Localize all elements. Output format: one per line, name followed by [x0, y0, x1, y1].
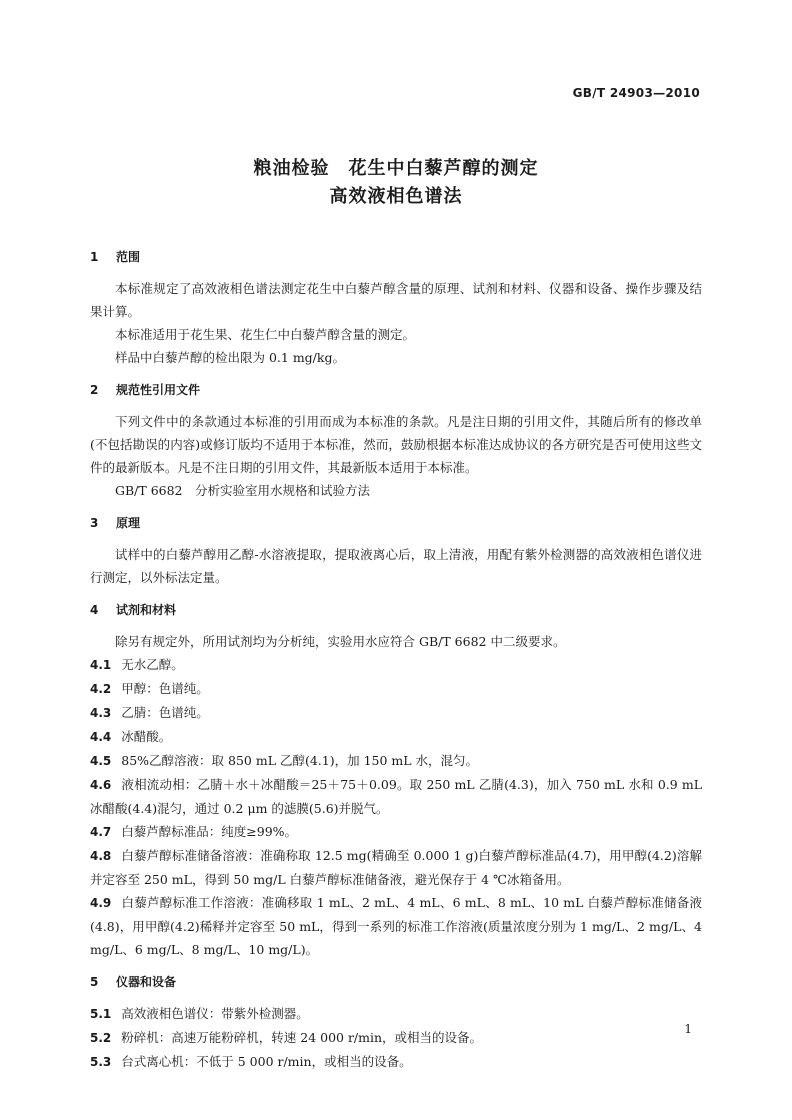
item-number: 4.5: [90, 754, 112, 768]
item-number: 5.3: [90, 1055, 112, 1069]
item-text: 白藜芦醇标准工作溶液：准确移取 1 mL、2 mL、4 mL、6 mL、8 mL、10 mL 白藜芦醇标准储备液(4.8)，用甲醇(4.2)稀释并定容至 50 mL，得到一系列的标准工作溶液(质量浓度分别为 1 mg/L、2 mg/L、4 mg/L、6 mg/L、8 mg/L、10 mg/L)。: [90, 895, 702, 957]
item-text: 甲醇：色谱纯。: [121, 681, 209, 696]
section-heading-scope: [90, 246, 702, 269]
item-text: 粉碎机：高速万能粉碎机，转速 24 000 r/min，或相当的设备。: [121, 1030, 483, 1045]
list-item: [90, 1050, 702, 1074]
section-title: 试剂和材料: [116, 603, 177, 617]
item-number: 4.9: [90, 896, 112, 910]
paragraph: 样品中白藜芦醇的检出限为 0.1 mg/kg。: [115, 350, 345, 365]
section-number: 1: [90, 250, 99, 264]
item-number: 4.1: [90, 658, 112, 672]
item-text: 白藜芦醇标准品：纯度≥99%。: [121, 824, 298, 839]
paragraph: 除另有规定外，所用试剂均为分析纯，实验用水应符合 GB/T 6682 中二级要求。: [115, 634, 566, 649]
list-item: [90, 725, 702, 749]
item-number: 4.8: [90, 849, 112, 863]
item-number: 4.3: [90, 706, 112, 720]
item-number: 4.7: [90, 825, 112, 839]
list-item: [90, 844, 702, 891]
item-text: 乙腈：色谱纯。: [121, 705, 209, 720]
document-body: [90, 246, 702, 1074]
item-number: 4.4: [90, 730, 112, 744]
section-number: 4: [90, 603, 99, 617]
list-item: [90, 773, 702, 820]
list-item: [90, 653, 702, 677]
paragraph: 试样中的白藜芦醇用乙醇-水溶液提取，提取液离心后，取上清液，用配有紫外检测器的高效液相色谱仪进行测定，以外标法定量。: [90, 547, 702, 585]
section-heading-reagents: [90, 599, 702, 622]
section-number: 2: [90, 383, 99, 397]
item-number: 4.6: [90, 778, 112, 792]
paragraph: 本标准适用于花生果、花生仁中白藜芦醇含量的测定。: [115, 327, 416, 342]
section-title: 范围: [116, 250, 141, 264]
section-title: 原理: [116, 516, 141, 530]
section-heading-apparatus: [90, 971, 702, 994]
section-title: 仪器和设备: [116, 975, 177, 989]
page-number: 1: [684, 1022, 692, 1036]
section-number: 3: [90, 516, 99, 530]
section-number: 5: [90, 975, 99, 989]
standard-code: GB/T 24903—2010: [572, 86, 700, 100]
item-text: 85%乙醇溶液：取 850 mL 乙醇(4.1)，加 150 mL 水，混匀。: [121, 753, 479, 768]
list-item: [90, 677, 702, 701]
item-number: 4.2: [90, 682, 112, 696]
item-text: 液相流动相：乙腈＋水＋冰醋酸＝25＋75＋0.09。取 250 mL 乙腈(4.3)，加入 750 mL 水和 0.9 mL 冰醋酸(4.4)混匀，通过 0.2 μm 的滤膜(5.6)并脱气。: [90, 777, 702, 816]
item-number: 5.1: [90, 1007, 112, 1021]
item-text: 无水乙醇。: [121, 657, 184, 672]
item-text: 冰醋酸。: [121, 729, 172, 744]
list-item: [90, 749, 702, 773]
item-text: 高效液相色谱仪：带紫外检测器。: [121, 1006, 309, 1021]
document-title-line2: 高效液相色谱法: [329, 186, 463, 207]
section-title: 规范性引用文件: [116, 383, 201, 397]
section-heading-principle: [90, 512, 702, 535]
list-item: [90, 1026, 702, 1050]
document-title-line1: 粮油检验 花生中白藜芦醇的测定: [253, 158, 539, 179]
item-text: 台式离心机：不低于 5 000 r/min，或相当的设备。: [121, 1054, 412, 1069]
list-item: [90, 1002, 702, 1026]
item-number: 5.2: [90, 1031, 112, 1045]
item-text: 白藜芦醇标准储备溶液：准确称取 12.5 mg(精确至 0.000 1 g)白藜芦醇标准品(4.7)，用甲醇(4.2)溶解并定容至 250 mL，得到 50 mg/L 白藜芦醇标准储备液，避光保存于 4 ℃冰箱备用。: [90, 848, 702, 887]
reference-entry: GB/T 6682 分析实验室用水规格和试验方法: [115, 483, 371, 498]
list-item: [90, 820, 702, 844]
paragraph: 下列文件中的条款通过本标准的引用而成为本标准的条款。凡是注日期的引用文件，其随后所有的修改单(不包括勘误的内容)或修订版均不适用于本标准，然而，鼓励根据本标准达成协议的各方研究是否可使用这些文件的最新版本。凡是不注日期的引用文件，其最新版本适用于本标准。: [90, 414, 702, 475]
paragraph: 本标准规定了高效液相色谱法测定花生中白藜芦醇含量的原理、试剂和材料、仪器和设备、操作步骤及结果计算。: [90, 281, 702, 319]
list-item: [90, 891, 702, 961]
section-heading-normative-references: [90, 379, 702, 402]
list-item: [90, 701, 702, 725]
